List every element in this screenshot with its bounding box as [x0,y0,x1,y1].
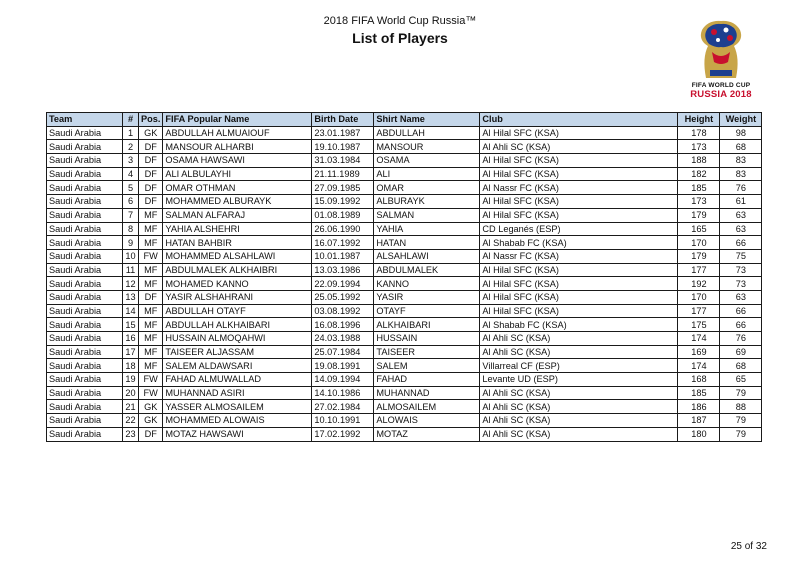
cell-birth-date: 10.01.1987 [312,249,374,263]
cell-height: 180 [678,427,720,441]
cell-number: 2 [123,140,139,154]
cell-position: GK [139,414,163,428]
cell-position: MF [139,318,163,332]
cell-shirt-name: OMAR [374,181,480,195]
cell-birth-date: 10.10.1991 [312,414,374,428]
cell-height: 179 [678,208,720,222]
cell-team: Saudi Arabia [47,167,123,181]
cell-height: 173 [678,140,720,154]
cell-weight: 63 [720,290,762,304]
cell-weight: 79 [720,386,762,400]
cell-birth-date: 31.03.1984 [312,154,374,168]
cell-birth-date: 24.03.1988 [312,332,374,346]
cell-team: Saudi Arabia [47,140,123,154]
cell-popular-name: MOTAZ HAWSAWI [163,427,312,441]
cell-height: 188 [678,154,720,168]
cell-shirt-name: YASIR [374,290,480,304]
table-row [47,154,762,168]
cell-team: Saudi Arabia [47,181,123,195]
cell-height: 175 [678,318,720,332]
table-row [47,126,762,140]
cell-weight: 66 [720,304,762,318]
cell-club: Al Ahli SC (KSA) [480,427,678,441]
column-header-weight: Weight [720,113,762,127]
cell-popular-name: MOHAMED KANNO [163,277,312,291]
cell-shirt-name: ALSAHLAWI [374,249,480,263]
cell-shirt-name: HUSSAIN [374,332,480,346]
cell-number: 21 [123,400,139,414]
cell-weight: 69 [720,345,762,359]
cell-birth-date: 03.08.1992 [312,304,374,318]
cell-number: 3 [123,154,139,168]
table-row [47,359,762,373]
cell-club: Al Nassr FC (KSA) [480,181,678,195]
column-header-birth-date: Birth Date [312,113,374,127]
cell-birth-date: 16.07.1992 [312,236,374,250]
cell-club: Al Ahli SC (KSA) [480,386,678,400]
cell-team: Saudi Arabia [47,332,123,346]
table-row [47,290,762,304]
cell-number: 11 [123,263,139,277]
cell-shirt-name: YAHIA [374,222,480,236]
cell-team: Saudi Arabia [47,400,123,414]
column-header-club: Club [480,113,678,127]
cell-shirt-name: ALMOSAILEM [374,400,480,414]
table-row [47,140,762,154]
cell-birth-date: 14.10.1986 [312,386,374,400]
table-row [47,318,762,332]
cell-club: Al Hilal SFC (KSA) [480,195,678,209]
cell-position: GK [139,400,163,414]
cell-number: 18 [123,359,139,373]
cell-popular-name: ABDULLAH ALKHAIBARI [163,318,312,332]
cell-height: 168 [678,373,720,387]
cell-team: Saudi Arabia [47,386,123,400]
cell-position: DF [139,140,163,154]
cell-position: MF [139,359,163,373]
cell-number: 7 [123,208,139,222]
cell-number: 17 [123,345,139,359]
cell-number: 13 [123,290,139,304]
table-row [47,249,762,263]
cell-position: DF [139,195,163,209]
cell-shirt-name: ABDULMALEK [374,263,480,277]
cell-club: Al Shabab FC (KSA) [480,318,678,332]
cell-weight: 79 [720,427,762,441]
cell-club: Al Ahli SC (KSA) [480,140,678,154]
cell-popular-name: ABDULLAH ALMUAIOUF [163,126,312,140]
cell-club: Al Hilal SFC (KSA) [480,290,678,304]
cell-popular-name: YASSER ALMOSAILEM [163,400,312,414]
cell-height: 174 [678,359,720,373]
cell-birth-date: 15.09.1992 [312,195,374,209]
cell-position: MF [139,208,163,222]
cell-team: Saudi Arabia [47,318,123,332]
column-header-height: Height [678,113,720,127]
cell-popular-name: HATAN BAHBIR [163,236,312,250]
table-row [47,304,762,318]
cell-birth-date: 23.01.1987 [312,126,374,140]
cell-birth-date: 26.06.1990 [312,222,374,236]
table-row [47,263,762,277]
cell-height: 170 [678,290,720,304]
cell-popular-name: OMAR OTHMAN [163,181,312,195]
cell-club: Al Hilal SFC (KSA) [480,263,678,277]
cell-position: MF [139,236,163,250]
cell-popular-name: HUSSAIN ALMOQAHWI [163,332,312,346]
cell-weight: 88 [720,400,762,414]
cell-position: DF [139,154,163,168]
cell-popular-name: FAHAD ALMUWALLAD [163,373,312,387]
cell-popular-name: TAISEER ALJASSAM [163,345,312,359]
cell-position: FW [139,373,163,387]
cell-number: 15 [123,318,139,332]
cell-weight: 66 [720,318,762,332]
cell-shirt-name: MANSOUR [374,140,480,154]
cell-height: 178 [678,126,720,140]
cell-birth-date: 27.09.1985 [312,181,374,195]
cell-shirt-name: SALEM [374,359,480,373]
cell-popular-name: MOHAMMED ALBURAYK [163,195,312,209]
cell-club: Al Ahli SC (KSA) [480,414,678,428]
cell-popular-name: MOHAMMED ALSAHLAWI [163,249,312,263]
cell-club: Al Ahli SC (KSA) [480,332,678,346]
cell-birth-date: 01.08.1989 [312,208,374,222]
cell-club: Al Ahli SC (KSA) [480,400,678,414]
cell-height: 185 [678,386,720,400]
document-title: List of Players [352,30,448,46]
cell-weight: 63 [720,222,762,236]
document-subtitle: 2018 FIFA World Cup Russia™ [323,15,477,27]
cell-birth-date: 19.10.1987 [312,140,374,154]
cell-weight: 75 [720,249,762,263]
cell-birth-date: 16.08.1996 [312,318,374,332]
cell-height: 179 [678,249,720,263]
cell-position: MF [139,345,163,359]
cell-team: Saudi Arabia [47,359,123,373]
cell-height: 177 [678,263,720,277]
table-row [47,373,762,387]
cell-birth-date: 14.09.1994 [312,373,374,387]
players-table [46,112,762,442]
cell-club: Al Shabab FC (KSA) [480,236,678,250]
cell-position: FW [139,386,163,400]
column-header-number: # [123,113,139,127]
column-header-popular-name: FIFA Popular Name [163,113,312,127]
cell-birth-date: 25.07.1984 [312,345,374,359]
cell-weight: 79 [720,414,762,428]
cell-team: Saudi Arabia [47,277,123,291]
cell-weight: 83 [720,167,762,181]
cell-popular-name: SALMAN ALFARAJ [163,208,312,222]
cell-shirt-name: ALKHAIBARI [374,318,480,332]
cell-position: MF [139,263,163,277]
cell-number: 5 [123,181,139,195]
cell-club: Al Hilal SFC (KSA) [480,154,678,168]
cell-weight: 68 [720,140,762,154]
cell-club: Al Ahli SC (KSA) [480,345,678,359]
table-row [47,181,762,195]
cell-team: Saudi Arabia [47,263,123,277]
world-cup-logo [676,18,766,106]
cell-number: 12 [123,277,139,291]
cell-club: Al Hilal SFC (KSA) [480,277,678,291]
cell-club: Al Hilal SFC (KSA) [480,304,678,318]
cell-number: 10 [123,249,139,263]
cell-birth-date: 13.03.1986 [312,263,374,277]
cell-team: Saudi Arabia [47,427,123,441]
cell-team: Saudi Arabia [47,126,123,140]
cell-popular-name: MUHANNAD ASIRI [163,386,312,400]
table-row [47,195,762,209]
cell-birth-date: 25.05.1992 [312,290,374,304]
cell-shirt-name: OTAYF [374,304,480,318]
cell-club: Al Hilal SFC (KSA) [480,126,678,140]
cell-shirt-name: SALMAN [374,208,480,222]
page-number: 25 of 32 [730,541,767,552]
cell-height: 174 [678,332,720,346]
cell-club: Villarreal CF (ESP) [480,359,678,373]
cell-position: MF [139,277,163,291]
cell-team: Saudi Arabia [47,304,123,318]
table-row [47,208,762,222]
cell-shirt-name: ALBURAYK [374,195,480,209]
cell-shirt-name: FAHAD [374,373,480,387]
cell-club: Levante UD (ESP) [480,373,678,387]
cell-club: Al Nassr FC (KSA) [480,249,678,263]
table-row [47,427,762,441]
cell-popular-name: MOHAMMED ALOWAIS [163,414,312,428]
table-row [47,332,762,346]
cell-position: DF [139,167,163,181]
cell-popular-name: OSAMA HAWSAWI [163,154,312,168]
cell-position: GK [139,126,163,140]
cell-height: 165 [678,222,720,236]
table-row [47,414,762,428]
cell-club: CD Leganés (ESP) [480,222,678,236]
cell-shirt-name: ALI [374,167,480,181]
cell-number: 8 [123,222,139,236]
logo-host: RUSSIA 2018 [690,89,752,100]
table-body [47,126,762,441]
cell-weight: 68 [720,359,762,373]
cell-number: 23 [123,427,139,441]
table-header-row [47,113,762,127]
cell-popular-name: ABDULMALEK ALKHAIBRI [163,263,312,277]
cell-height: 173 [678,195,720,209]
cell-team: Saudi Arabia [47,195,123,209]
cell-height: 186 [678,400,720,414]
cell-position: DF [139,427,163,441]
column-header-position: Pos. [139,113,163,127]
cell-height: 192 [678,277,720,291]
cell-birth-date: 21.11.1989 [312,167,374,181]
table-row [47,167,762,181]
cell-club: Al Hilal SFC (KSA) [480,167,678,181]
cell-shirt-name: MUHANNAD [374,386,480,400]
cell-number: 16 [123,332,139,346]
cell-shirt-name: ABDULLAH [374,126,480,140]
cell-weight: 61 [720,195,762,209]
cell-shirt-name: OSAMA [374,154,480,168]
cell-shirt-name: HATAN [374,236,480,250]
cell-number: 4 [123,167,139,181]
column-header-shirt-name: Shirt Name [374,113,480,127]
cell-height: 169 [678,345,720,359]
cell-position: FW [139,249,163,263]
cell-position: MF [139,332,163,346]
cell-team: Saudi Arabia [47,222,123,236]
cell-weight: 76 [720,332,762,346]
cell-club: Al Hilal SFC (KSA) [480,208,678,222]
cell-birth-date: 27.02.1984 [312,400,374,414]
table-row [47,386,762,400]
cell-team: Saudi Arabia [47,236,123,250]
cell-birth-date: 17.02.1992 [312,427,374,441]
cell-position: DF [139,181,163,195]
cell-height: 185 [678,181,720,195]
table-row [47,222,762,236]
table-row [47,277,762,291]
cell-team: Saudi Arabia [47,290,123,304]
table-row [47,236,762,250]
cell-shirt-name: KANNO [374,277,480,291]
cell-popular-name: ABDULLAH OTAYF [163,304,312,318]
cell-shirt-name: MOTAZ [374,427,480,441]
cell-number: 1 [123,126,139,140]
cell-shirt-name: ALOWAIS [374,414,480,428]
cell-number: 9 [123,236,139,250]
cell-shirt-name: TAISEER [374,345,480,359]
table-row [47,400,762,414]
cell-weight: 83 [720,154,762,168]
cell-popular-name: ALI ALBULAYHI [163,167,312,181]
cell-height: 170 [678,236,720,250]
cell-team: Saudi Arabia [47,208,123,222]
cell-team: Saudi Arabia [47,345,123,359]
cell-height: 182 [678,167,720,181]
cell-weight: 66 [720,236,762,250]
cell-number: 14 [123,304,139,318]
cell-height: 187 [678,414,720,428]
cell-popular-name: YAHIA ALSHEHRI [163,222,312,236]
cell-weight: 65 [720,373,762,387]
cell-popular-name: YASIR ALSHAHRANI [163,290,312,304]
logo-caption: FIFA WORLD CUP [691,82,751,89]
table-row [47,345,762,359]
cell-birth-date: 19.08.1991 [312,359,374,373]
cell-number: 22 [123,414,139,428]
cell-popular-name: MANSOUR ALHARBI [163,140,312,154]
cell-team: Saudi Arabia [47,154,123,168]
cell-position: DF [139,290,163,304]
cell-position: MF [139,304,163,318]
cell-weight: 73 [720,263,762,277]
cell-popular-name: SALEM ALDAWSARI [163,359,312,373]
cell-birth-date: 22.09.1994 [312,277,374,291]
cell-team: Saudi Arabia [47,414,123,428]
cell-number: 6 [123,195,139,209]
trophy-emblem-icon [676,18,766,80]
cell-weight: 73 [720,277,762,291]
cell-number: 20 [123,386,139,400]
column-header-team: Team [47,113,123,127]
cell-position: MF [139,222,163,236]
cell-weight: 63 [720,208,762,222]
cell-team: Saudi Arabia [47,249,123,263]
cell-weight: 98 [720,126,762,140]
cell-weight: 76 [720,181,762,195]
cell-number: 19 [123,373,139,387]
cell-height: 177 [678,304,720,318]
cell-team: Saudi Arabia [47,373,123,387]
